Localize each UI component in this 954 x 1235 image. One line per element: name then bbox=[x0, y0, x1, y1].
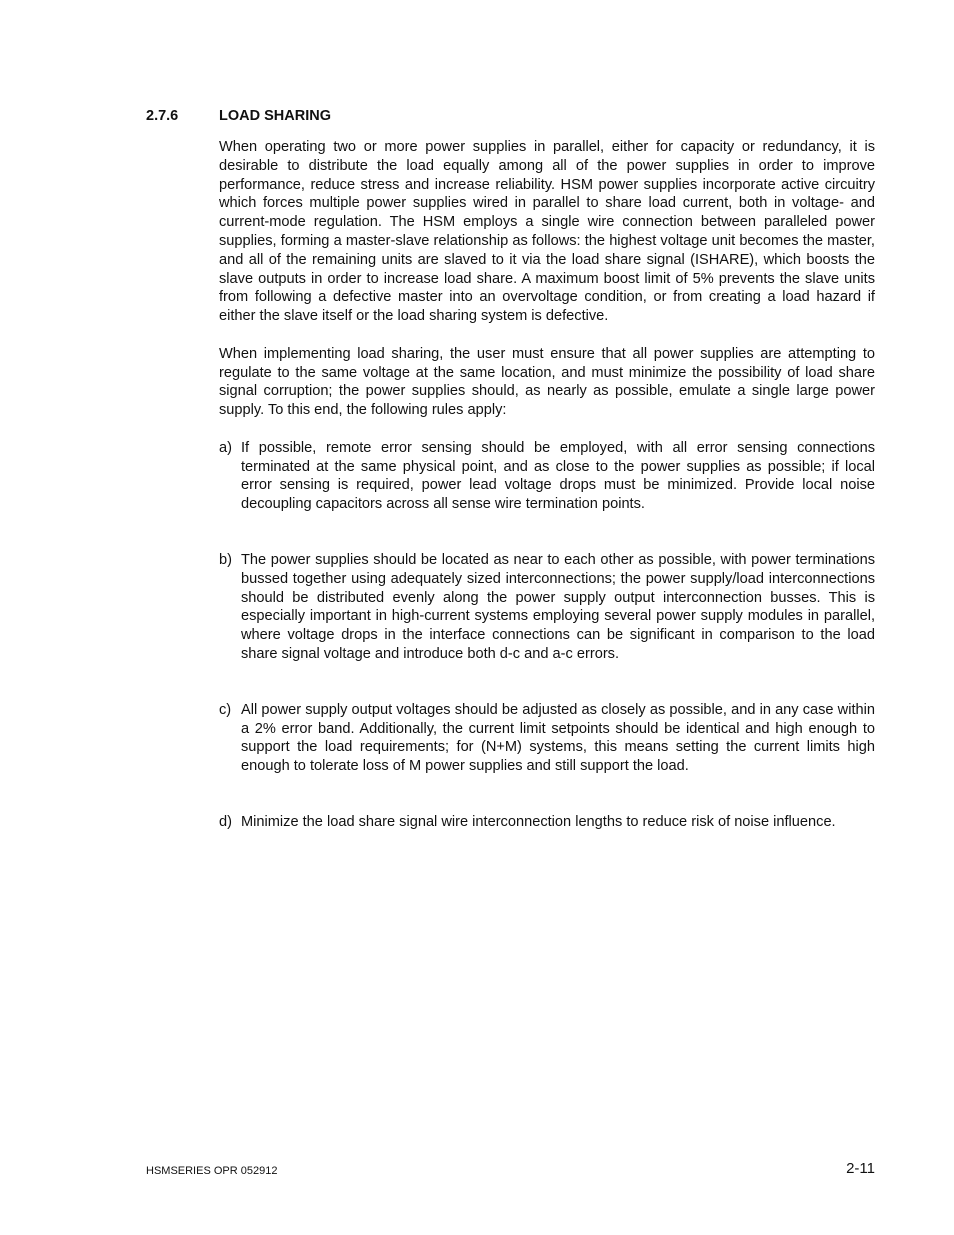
rule-item-b bbox=[219, 551, 875, 664]
footer-document-id: HSMSERIES OPR 052912 bbox=[146, 1165, 278, 1177]
rule-item-d bbox=[219, 813, 875, 832]
intro-paragraph: When operating two or more power supplies in parallel, either for capacity or redundancy, it is desirable to distribute the load equally among all of the power supplies in order to improve performance, reduce stress and increase reliability. HSM power supplies incorporate active circuitry which forces multiple power supplies wired in parallel to share load current, both in voltage- and current-mode regulation. The HSM employs a single wire connection between paralleled power supplies, forming a master-slave relationship as follows: the highest voltage unit becomes the master, and all of the remaining units are slaved to it via the load share signal (ISHARE), which boosts the slave outputs in order to increase load share. A maximum boost limit of 5% prevents the slave units from following a defective master into an overvoltage condition, or from creating a load hazard if either the slave itself or the load sharing system is defective. bbox=[219, 139, 875, 325]
rule-marker: a) bbox=[219, 439, 232, 456]
rule-item-c bbox=[219, 701, 875, 776]
rule-text: If possible, remote error sensing should be employed, with all error sensing connections terminated at the same physical point, and as close to the power supplies as possible; if local error sensing is required, power lead voltage drops must be minimized. Provide local noise decoupling capacitors across all sense wire termination points. bbox=[241, 439, 875, 513]
rule-marker: b) bbox=[219, 551, 232, 568]
section-heading bbox=[146, 107, 331, 125]
rule-text: The power supplies should be located as near to each other as possible, with power terminations bussed together using adequately sized interconnections; the power supply/load interconnections should be distributed evenly along the power supply output interconnection busses. This is especially important in high-current systems employing several power supply modules in parallel, where voltage drops in the interface connections can be significant in comparison to the load share signal voltage and introduce both d-c and a-c errors. bbox=[241, 551, 875, 662]
rule-text: All power supply output voltages should be adjusted as closely as possible, and in any case within a 2% error band. Additionally, the current limit setpoints should be identical and high enough to support the load requirements; for (N+M) systems, this means setting the current limits high enough to tolerate loss of M power supplies and still support the load. bbox=[241, 701, 875, 775]
footer-page-number: 2-11 bbox=[846, 1160, 875, 1177]
section-title: LOAD SHARING bbox=[219, 108, 331, 124]
rule-marker: c) bbox=[219, 701, 232, 718]
section-body bbox=[219, 138, 875, 832]
rule-marker: d) bbox=[219, 813, 232, 830]
rule-text: Minimize the load share signal wire interconnection lengths to reduce risk of noise influence. bbox=[241, 813, 836, 830]
section-number: 2.7.6 bbox=[146, 108, 179, 124]
rule-item-a bbox=[219, 439, 875, 514]
implementation-paragraph: When implementing load sharing, the user must ensure that all power supplies are attempting to regulate to the same voltage at the same location, and must minimize the possibility of load share signal corruption; the power supplies should, as nearly as possible, emulate a single large power supply. To this end, the following rules apply: bbox=[219, 345, 875, 419]
